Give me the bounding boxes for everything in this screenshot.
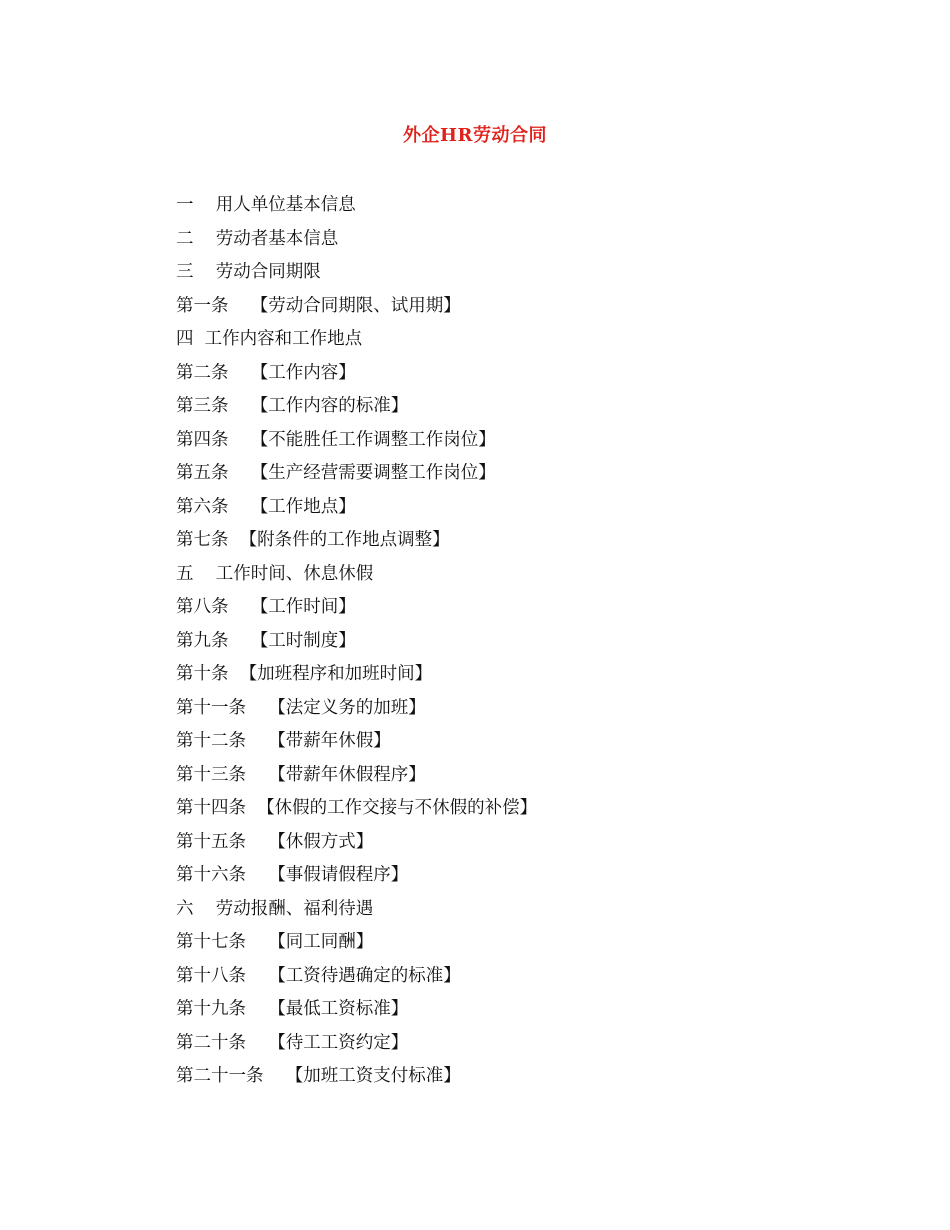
toc-line: 第十条 【加班程序和加班时间】 — [176, 664, 433, 684]
toc-line: 第十七条 【同工同酬】 — [176, 932, 374, 952]
toc-line: 第十二条 【带薪年休假】 — [176, 731, 391, 751]
document-title: 外企HR劳动合同 — [403, 125, 547, 146]
toc-line: 第十五条 【休假方式】 — [176, 831, 374, 852]
toc-line: 四 工作内容和工作地点 — [176, 329, 363, 349]
toc-line: 第九条 【工时制度】 — [176, 630, 356, 651]
toc-line: 三 劳动合同期限 — [176, 262, 321, 282]
toc-line: 第六条 【工作地点】 — [176, 496, 356, 517]
toc-line: 第十四条 【休假的工作交接与不休假的补偿】 — [176, 798, 538, 818]
toc-line: 第七条 【附条件的工作地点调整】 — [176, 530, 450, 550]
toc-line: 第十一条 【法定义务的加班】 — [176, 697, 426, 718]
toc-line: 第十六条 【事假请假程序】 — [176, 865, 409, 885]
toc-line: 第十三条 【带薪年休假程序】 — [176, 764, 426, 785]
toc-line: 第二十一条 【加班工资支付标准】 — [176, 1066, 461, 1086]
toc-line: 第十八条 【工资待遇确定的标准】 — [176, 965, 461, 986]
toc-line: 一 用人单位基本信息 — [176, 195, 356, 215]
toc-line: 第八条 【工作时间】 — [176, 597, 356, 617]
toc-line: 六 劳动报酬、福利待遇 — [176, 898, 374, 919]
toc-line: 第一条 【劳动合同期限、试用期】 — [176, 295, 461, 316]
toc-line: 第十九条 【最低工资标准】 — [176, 999, 409, 1019]
toc-line: 五 工作时间、休息休假 — [176, 563, 374, 584]
toc-line: 第三条 【工作内容的标准】 — [176, 396, 409, 416]
toc-line: 第五条 【生产经营需要调整工作岗位】 — [176, 463, 496, 483]
toc-line: 第二条 【工作内容】 — [176, 362, 356, 383]
toc-line: 第二十条 【待工工资约定】 — [176, 1032, 409, 1053]
toc-line: 二 劳动者基本信息 — [176, 228, 339, 249]
table-of-contents — [176, 191, 537, 1096]
toc-line: 第四条 【不能胜任工作调整工作岗位】 — [176, 429, 496, 450]
